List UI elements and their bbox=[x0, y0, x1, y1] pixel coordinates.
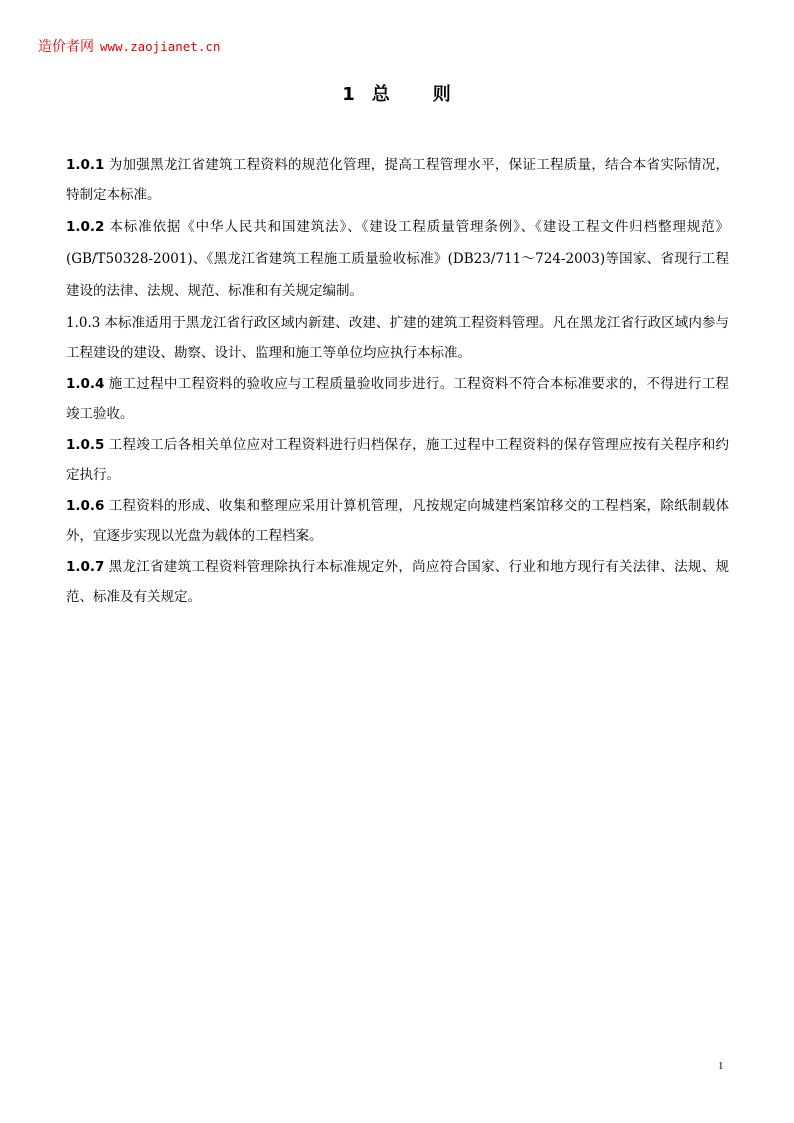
clause-1-0-5 bbox=[66, 430, 729, 490]
chapter-title bbox=[0, 80, 794, 106]
clause-number: 1.0.4 bbox=[66, 376, 105, 392]
page-number: 1 bbox=[718, 1060, 724, 1072]
clause-number: 1.0.2 bbox=[66, 219, 105, 235]
clause-1-0-3 bbox=[66, 308, 729, 368]
chapter-title-part2: 则 bbox=[432, 84, 452, 105]
clause-number: 1.0.6 bbox=[66, 498, 105, 514]
clause-number: 1.0.3 bbox=[66, 315, 101, 331]
site-url[interactable]: www.zaojianet.cn bbox=[100, 39, 221, 54]
clause-text: 本标准适用于黑龙江省行政区域内新建、改建、扩建的建筑工程资料管理。凡在黑龙江省行政区域内参与工程建设的建设、勘察、设计、监理和施工等单位均应执行本标准。 bbox=[66, 315, 729, 361]
clause-1-0-7 bbox=[66, 552, 729, 612]
site-watermark bbox=[38, 36, 220, 56]
clause-number: 1.0.5 bbox=[66, 437, 105, 453]
clause-number: 1.0.7 bbox=[66, 559, 105, 575]
clause-text: 工程资料的形成、收集和整理应采用计算机管理，凡按规定向城建档案馆移交的工程档案，除纸制载体外，宜逐步实现以光盘为载体的工程档案。 bbox=[66, 498, 729, 544]
clause-text: 为加强黑龙江省建筑工程资料的规范化管理，提高工程管理水平，保证工程质量，结合本省实际情况，特制定本标准。 bbox=[66, 157, 729, 203]
clause-text: 黑龙江省建筑工程资料管理除执行本标准规定外，尚应符合国家、行业和地方现行有关法律、法规、规范、标准及有关规定。 bbox=[66, 559, 729, 605]
clause-text: 本标准依据《中华人民共和国建筑法》、《建设工程质量管理条例》、《建设工程文件归档整理规范》(GB/T50328-2001)、《黑龙江省建筑工程施工质量验收标准》(DB23/711～724-2003)等国家、省现行工程建设的法律、法规、规范、标准和有关规定编制。 bbox=[66, 219, 729, 299]
clause-1-0-6 bbox=[66, 491, 729, 551]
site-name: 造价者网 bbox=[38, 39, 94, 55]
chapter-number: 1 bbox=[342, 84, 356, 105]
clause-number: 1.0.1 bbox=[66, 157, 105, 173]
clause-text: 施工过程中工程资料的验收应与工程质量验收同步进行。工程资料不符合本标准要求的，不得进行工程竣工验收。 bbox=[66, 376, 729, 422]
clause-1-0-4 bbox=[66, 369, 729, 429]
document-body bbox=[66, 150, 729, 613]
clause-1-0-1 bbox=[66, 150, 729, 210]
clause-text: 工程竣工后各相关单位应对工程资料进行归档保存，施工过程中工程资料的保存管理应按有关程序和约定执行。 bbox=[66, 437, 729, 483]
clause-1-0-2 bbox=[66, 211, 729, 307]
chapter-title-part1: 总 bbox=[371, 84, 391, 105]
